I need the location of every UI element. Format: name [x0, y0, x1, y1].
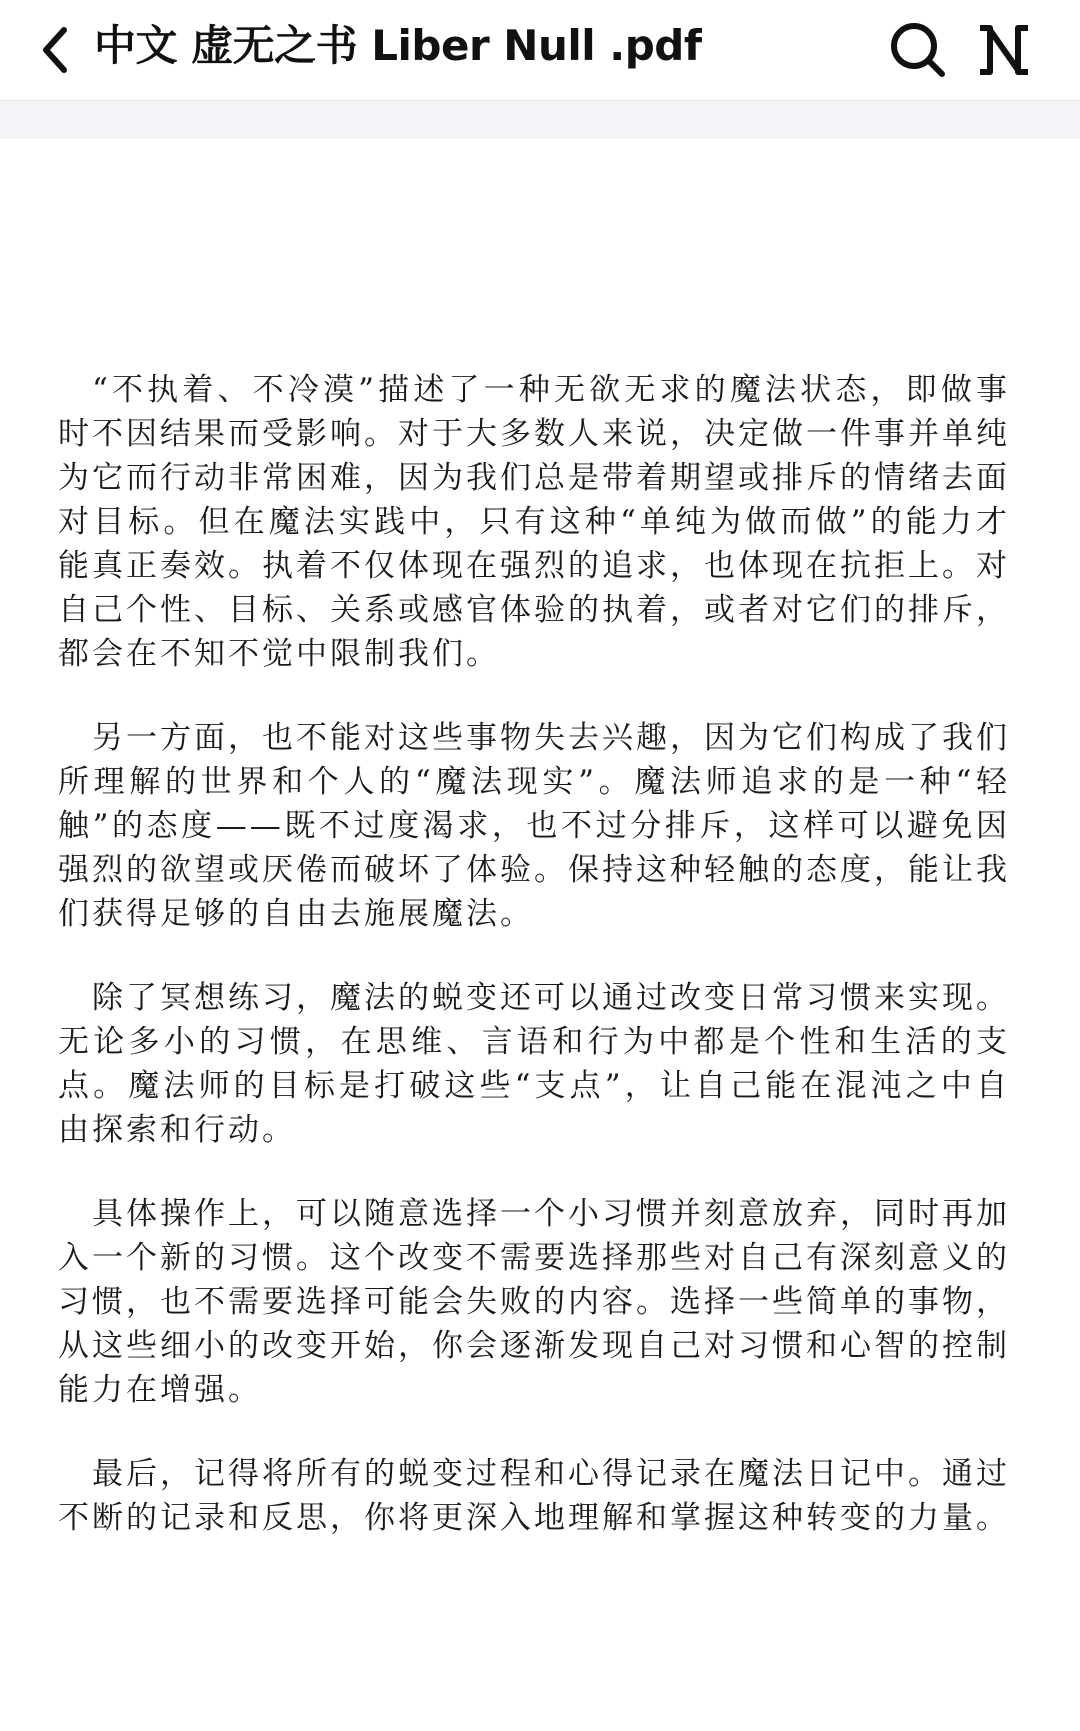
top-bar [0, 0, 1080, 101]
search-icon [886, 18, 950, 82]
expand-button[interactable] [972, 18, 1036, 82]
document-title: 中文 虚无之书 Liber Null .pdf [94, 21, 702, 70]
search-button[interactable] [886, 18, 950, 82]
paragraph: “不执着、不冷漠”描述了一种无欲无求的魔法状态，即做事时不因结果而受影响。对于大多数人来说，决定做一件事并单纯为它而行动非常困难，因为我们总是带着期望或排斥的情绪去面对目标。但在魔法实践中，只有这种“单纯为做而做”的能力才能真正奏效。执着不仅体现在强烈的追求，也体现在抗拒上。对自己个性、目标、关系或感官体验的执着，或者对它们的排斥，都会在不知不觉中限制我们。 [58, 372, 1010, 672]
expand-icon [972, 18, 1036, 82]
paragraph: 最后，记得将所有的蜕变过程和心得记录在魔法日记中。通过不断的记录和反思，你将更深入地理解和掌握这种转变的力量。 [58, 1456, 1010, 1536]
paragraph: 具体操作上，可以随意选择一个小习惯并刻意放弃，同时再加入一个新的习惯。这个改变不需要选择那些对自己有深刻意义的习惯，也不需要选择可能会失败的内容。选择一些简单的事物，从这些细小的改变开始，你会逐渐发现自己对习惯和心智的控制能力在增强。 [58, 1196, 1010, 1408]
paragraph: 除了冥想练习，魔法的蜕变还可以通过改变日常习惯来实现。无论多小的习惯，在思维、言语和行为中都是个性和生活的支点。魔法师的目标是打破这些“支点”，让自己能在混沌之中自由探索和行动。 [58, 980, 1010, 1148]
paragraph: 另一方面，也不能对这些事物失去兴趣，因为它们构成了我们所理解的世界和个人的“魔法现实”。魔法师追求的是一种“轻触”的态度——既不过度渴求，也不过分排斥，这样可以避免因强烈的欲望或厌倦而破坏了体验。保持这种轻触的态度，能让我们获得足够的自由去施展魔法。 [58, 720, 1010, 932]
back-button[interactable] [34, 18, 86, 82]
toolbar-divider-band [0, 101, 1080, 139]
page-text [58, 368, 1010, 1580]
chevron-left-icon [34, 18, 86, 82]
